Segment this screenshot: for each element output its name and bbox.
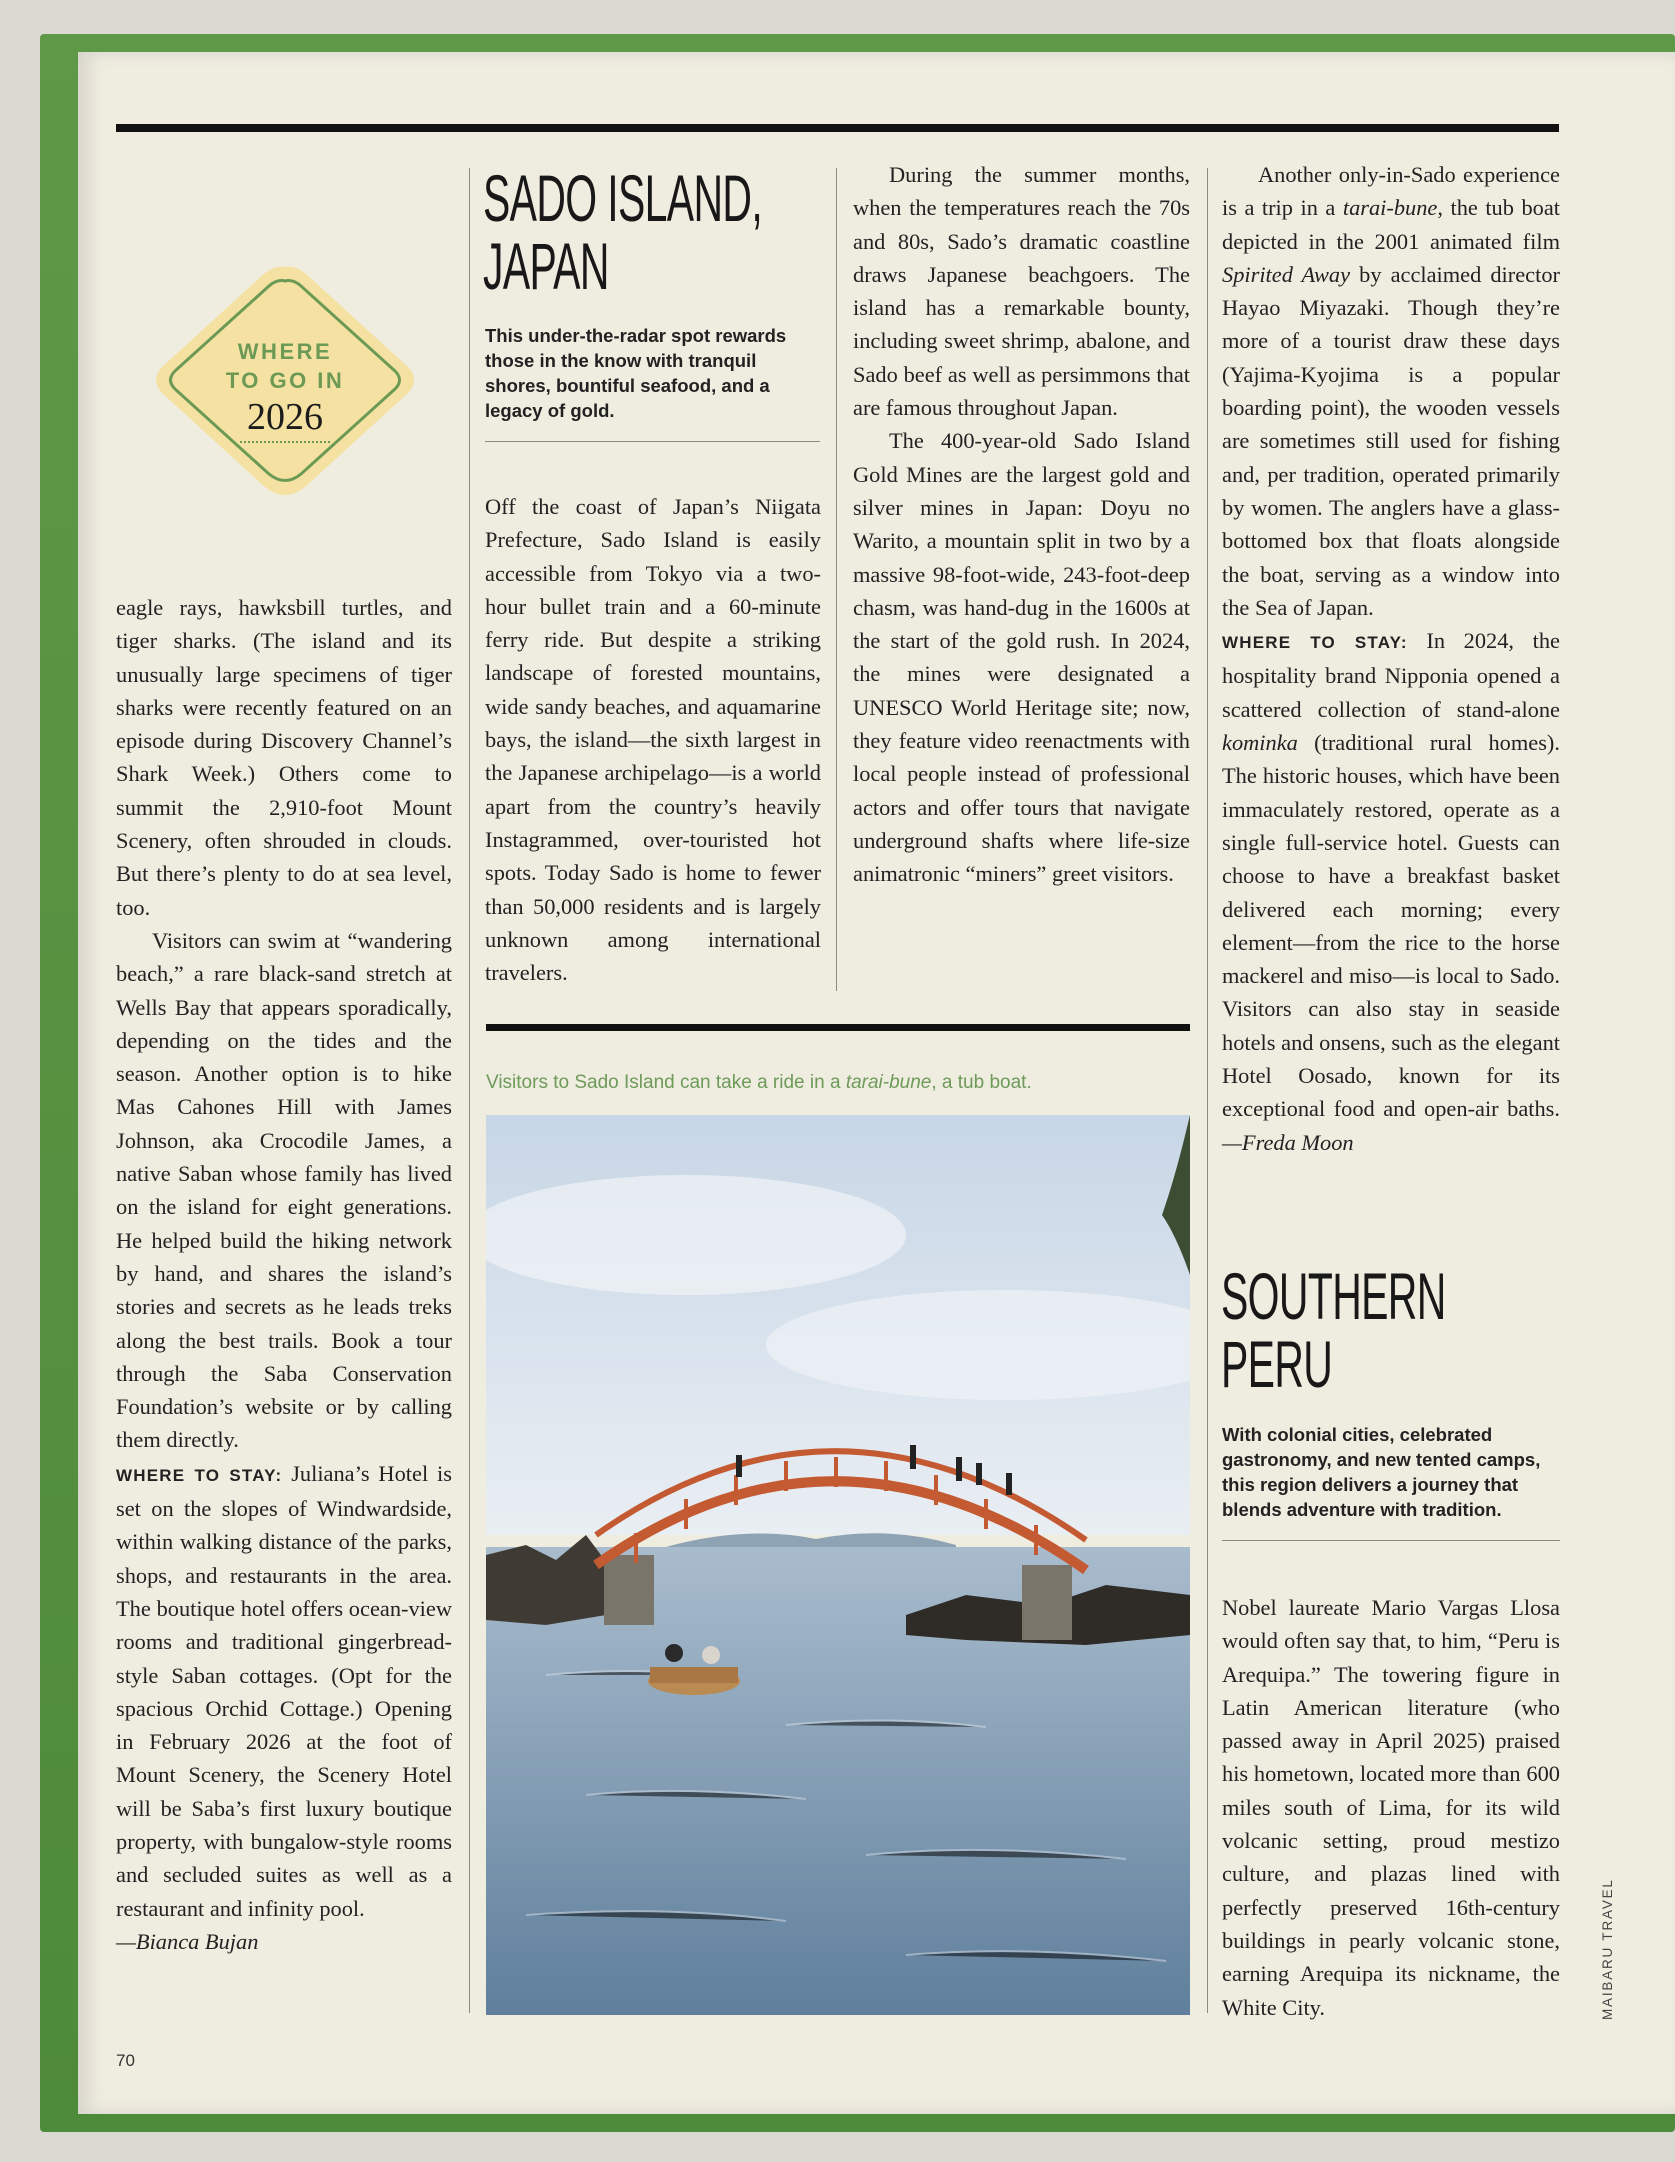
paragraph-text: Juliana’s Hotel is set on the slopes of Windwardside, within walking distance of the parks, shops, and restaurants in the area. The boutique hotel offers ocean-view rooms and traditional gingerbread-style Saban cottages. (Opt for the spacious Orchid Cottage.) Opening in February 2026 at the foot of Mount Scenery, the Scenery Hotel will be Saba’s first luxury boutique property, with bungalow-style rooms and secluded suites as well as a restaurant and infinity pool.: [116, 1460, 452, 1921]
paragraph-text: Another only-in-Sado experience is a trip in a: [1222, 162, 1560, 221]
byline: —Freda Moon: [1222, 1129, 1354, 1155]
paragraph-text: , the tub boat depicted in the 2001 animated film: [1222, 195, 1560, 254]
caption-italic: tarai-bune: [845, 1072, 932, 1093]
where-to-stay-label: WHERE TO STAY:: [116, 1465, 283, 1485]
sado-title-line-2: JAPAN: [483, 229, 609, 303]
photo-credit: MAIBARU TRAVEL: [1600, 1878, 1615, 2020]
italic-term: kominka: [1222, 730, 1298, 756]
paragraph: Off the coast of Japan’s Niigata Prefecture, Sado Island is easily accessible from Tokyo via a two-hour bullet train and a 60-minute ferry ride. But despite a striking landscape of forested mountains, wide sandy beaches, and aquamarine bays, the island—the sixth largest in the Japanese archipelago—is a world apart from the country’s heavily Instagrammed, over-touristed hot spots. Today Sado is home to fewer than 50,000 residents and is largely unknown among international travelers.: [485, 494, 821, 986]
photo-top-rule: [486, 1024, 1190, 1031]
photo-caption: [486, 1072, 1206, 1094]
paragraph-text: by acclaimed director Hayao Miyazaki. Though they’re more of a tourist draw these days (Yajima-Kyojima is a popular boarding point), the wooden vessels are sometimes still used for fishing and, per tradition, operated primarily by women. The anglers have a glass-bottomed box that floats alongside the boat, serving as a window into the Sea of Japan.: [1222, 261, 1560, 620]
column-saba-continued: [116, 591, 452, 1958]
badge-dotted-line: [240, 441, 330, 443]
peru-title-line-2: PERU: [1221, 1327, 1333, 1401]
column-divider-3: [1207, 168, 1208, 2013]
paragraph: eagle rays, hawksbill turtles, and tiger sharks. (The island and its unusually large specimens of tiger sharks were recently featured on an episode during Discovery Channel’s Shark Week.) Others come to summit the 2,910-foot Mount Scenery, often shrouded in clouds. But there’s plenty to do at sea level, too.: [116, 595, 452, 920]
column-divider-1: [469, 168, 470, 2013]
paragraph-text: In 2024, the hospitality brand Nipponia opened a scattered collection of stand-alone: [1222, 628, 1560, 722]
bridge-photo-icon: [486, 1115, 1190, 2015]
italic-title: Spirited Away: [1222, 261, 1351, 287]
paragraph: Nobel laureate Mario Vargas Llosa would often say that, to him, “Peru is Arequipa.” The towering figure in Latin American literature (who passed away in April 2025) praised his hometown, located more than 600 miles south of Lima, for its wild volcanic setting, proud mestizo culture, and plazas lined with perfectly preserved 16th-century buildings in pearly volcanic stone, earning Arequipa its nickname, the White City.: [1222, 1595, 1560, 2020]
caption-text-end: , a tub boat.: [931, 1072, 1032, 1093]
where-to-go-badge: [140, 255, 430, 515]
column-sado-3: [1222, 158, 1560, 1159]
paragraph: Visitors can swim at “wandering beach,” a rare black-sand stretch at Wells Bay that appears sporadically, depending on the tides and the season. Another option is to hike Mas Cahones Hill with James Johnson, aka Crocodile James, a native Saban whose family has lived on the island for eight generations. He helped build the hiking network by hand, and shares the island’s stories and secrets as he leads treks along the best trails. Book a tour through the Saba Conservation Foundation’s website or by calling them directly.: [116, 927, 452, 1453]
badge-line-1: WHERE: [237, 339, 333, 364]
sado-title-line-1: SADO ISLAND,: [483, 161, 763, 235]
paragraph: [1222, 624, 1560, 1159]
top-rule: [116, 124, 1559, 132]
column-peru: [1222, 1591, 1560, 2024]
tub-boat-photo: [486, 1115, 1190, 2015]
sado-dek: This under-the-radar spot rewards those in the know with tranquil shores, bountiful seafood, and a legacy of gold.: [485, 325, 787, 421]
peru-dek: With colonial cities, celebrated gastronomy, and new tented camps, this region delivers a journey that blends adventure with tradition.: [1222, 1424, 1541, 1520]
badge-year: 2026: [247, 396, 323, 438]
page-number: 70: [116, 2051, 135, 2070]
peru-title: [1221, 1259, 1446, 1401]
caption-text: Visitors to Sado Island can take a ride in a: [486, 1072, 846, 1093]
paragraph: The 400-year-old Sado Island Gold Mines are the largest gold and silver mines in Japan: Doyu no Warito, a mountain split in two by a massive 98-foot-wide, 243-foot-deep chasm, was hand-dug in the 1600s at the start of the gold rush. In 2024, the mines were designated a UNESCO World Heritage site; now, they feature video reenactments with local people instead of professional actors and offer tours that navigate underground shafts where life-size animatronic “miners” greet visitors.: [853, 428, 1190, 887]
paragraph-text: (traditional rural homes). The historic houses, which have been immaculately restored, operate as a single full-service hotel. Guests can choose to have a breakfast basket delivered each morning; every element—from the rice to the horse mackerel and miso—is local to Sado. Visitors can also stay in seaside hotels and onsens, such as the elegant Hotel Oosado, known for its exceptional food and open-air baths.: [1222, 730, 1560, 1122]
badge-line-2: TO GO IN: [225, 368, 345, 393]
peru-dek-rule: [1222, 1540, 1560, 1541]
sado-dek-rule: [485, 441, 820, 442]
column-sado-1: [485, 490, 821, 989]
where-to-stay-label: WHERE TO STAY:: [1222, 633, 1408, 653]
paragraph: During the summer months, when the temperatures reach the 70s and 80s, Sado’s dramatic coastline draws Japanese beachgoers. The island has a remarkable bounty, including sweet shrimp, abalone, and Sado beef as well as persimmons that are famous throughout Japan.: [853, 162, 1190, 421]
peru-title-line-1: SOUTHERN: [1221, 1259, 1446, 1333]
byline: —Bianca Bujan: [116, 1928, 259, 1954]
italic-term: tarai-bune: [1342, 195, 1438, 221]
sado-title: [483, 161, 763, 303]
paragraph: [116, 1457, 452, 1925]
paragraph: [1222, 158, 1560, 624]
column-sado-2: [853, 158, 1190, 891]
column-divider-2: [836, 168, 837, 991]
